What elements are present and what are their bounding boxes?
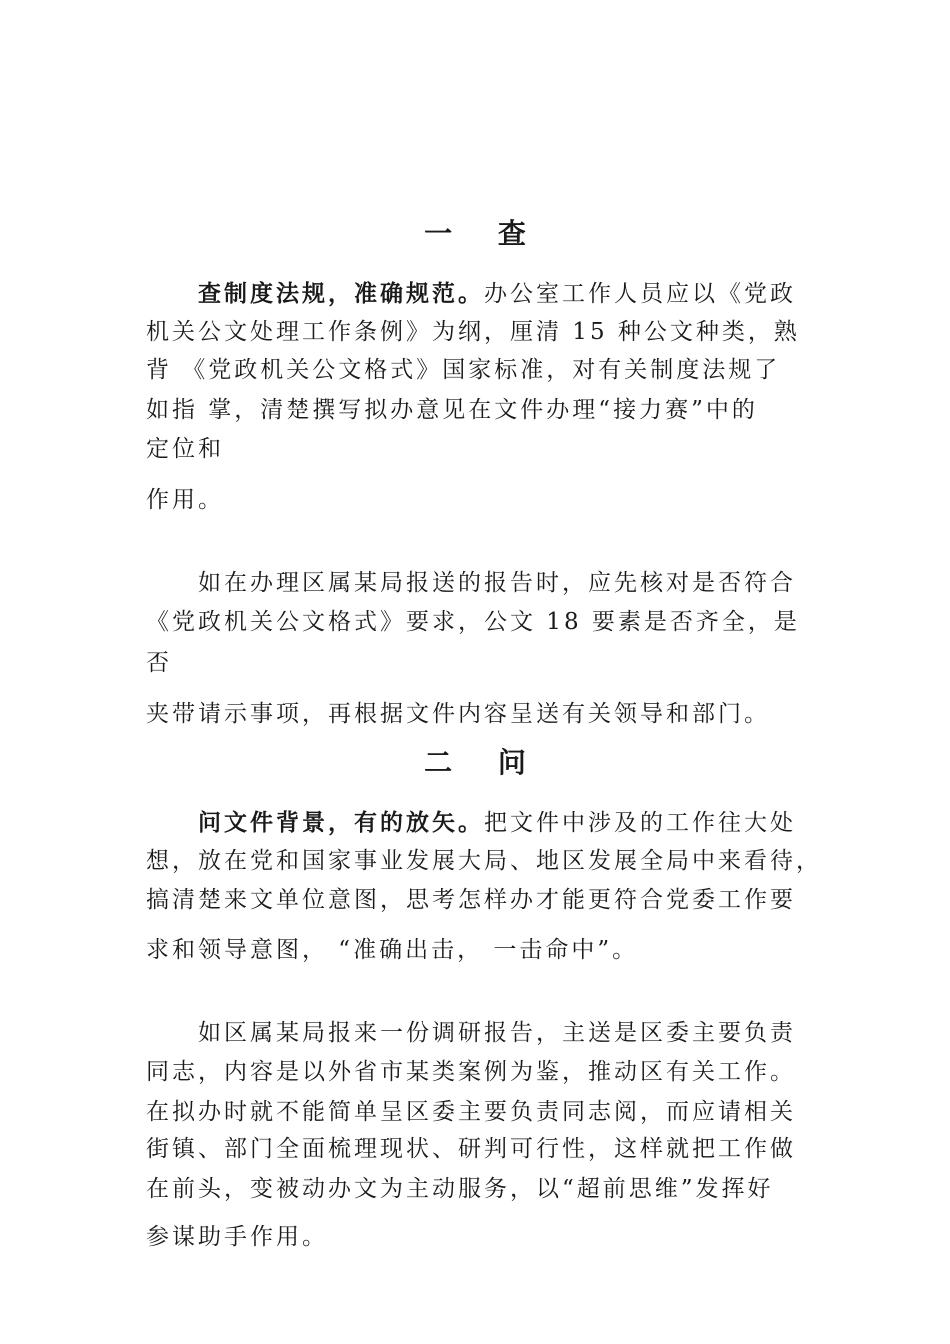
paragraph-line: 如指 掌，清楚撰写拟办意见在文件办理“接力赛”中的	[146, 397, 758, 423]
paragraph-lead: 问文件背景，有的放矢。	[198, 810, 484, 836]
paragraph-line: 同志，内容是以外省市某类案例为鉴，推动区有关工作。	[146, 1059, 796, 1085]
paragraph-line: 夹带请示事项，再根据文件内容呈送有关领导和部门。	[146, 701, 770, 727]
section-heading-2: 二 问	[424, 746, 544, 779]
paragraph-line: 如在办理区属某局报送的报告时，应先核对是否符合	[198, 570, 796, 596]
section-heading-1: 一 查	[424, 217, 544, 250]
paragraph-line: 在拟办时就不能简单呈区委主要负责同志阅，而应请相关	[146, 1099, 796, 1125]
paragraph-line: 机关公文处理工作条例》为纲，厘清 15 种公文种类，熟	[146, 319, 800, 345]
paragraph-line: 求和领导意图， “准确出击， 一击命中”。	[146, 937, 639, 963]
paragraph-line: 搞清楚来文单位意图，思考怎样办才能更符合党委工作要	[146, 887, 796, 913]
paragraph-lead: 查制度法规，准确规范。	[198, 281, 484, 307]
paragraph-text: 把文件中涉及的工作往大处	[484, 810, 796, 836]
paragraph-line: 背 《党政机关公文格式》国家标准，对有关制度法规了	[146, 357, 781, 383]
paragraph-text: 办公室工作人员应以《党政	[484, 281, 796, 307]
paragraph-line: 作用。	[146, 487, 224, 513]
paragraph-line: 参谋助手作用。	[146, 1224, 328, 1250]
paragraph-line: 想，放在党和国家事业发展大局、地区发展全局中来看待，	[146, 848, 822, 874]
paragraph-line: 定位和	[146, 436, 224, 462]
paragraph-line: 否	[146, 650, 172, 676]
paragraph-line: 如区属某局报来一份调研报告，主送是区委主要负责	[198, 1020, 796, 1046]
paragraph-line: 街镇、部门全面梳理现状、研判可行性，这样就把工作做	[146, 1136, 796, 1162]
paragraph-line: 在前头，变被动办文为主动服务，以“超前思维”发挥好	[146, 1176, 774, 1202]
paragraph-line	[198, 279, 796, 309]
paragraph-line: 《党政机关公文格式》要求，公文 18 要素是否齐全，是	[146, 609, 800, 635]
paragraph-line	[198, 808, 796, 838]
